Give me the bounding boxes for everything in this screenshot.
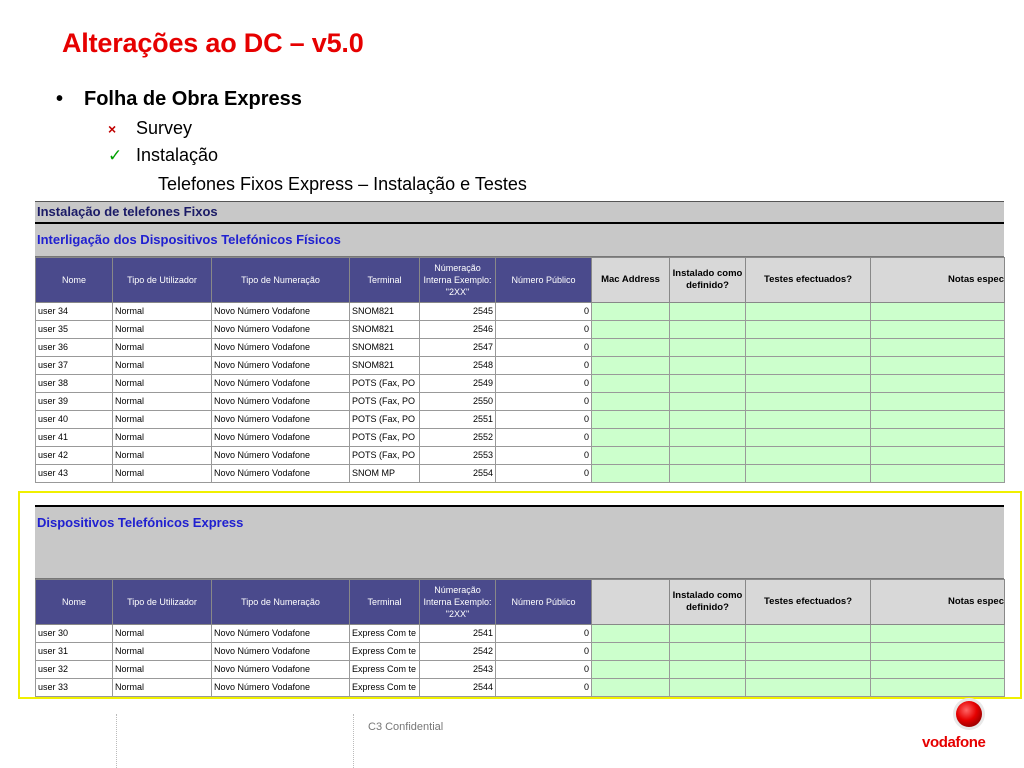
table-row bbox=[36, 447, 1005, 465]
table-row bbox=[36, 625, 1005, 643]
table-cell[interactable]: 0 bbox=[496, 357, 592, 375]
table-cell[interactable]: SNOM MP bbox=[350, 465, 420, 483]
table-cell[interactable] bbox=[746, 643, 871, 661]
table-row bbox=[36, 393, 1005, 411]
col-header: Notas espec bbox=[871, 258, 1005, 303]
spreadsheet-fixed-phones bbox=[35, 201, 1004, 483]
table-cell[interactable]: 2547 bbox=[420, 339, 496, 357]
table-cell[interactable] bbox=[746, 411, 871, 429]
table-cell[interactable] bbox=[592, 339, 670, 357]
table-cell[interactable] bbox=[871, 303, 1005, 321]
table-cell[interactable] bbox=[871, 375, 1005, 393]
table-cell[interactable] bbox=[670, 375, 746, 393]
table-cell[interactable]: 0 bbox=[496, 447, 592, 465]
table-cell[interactable]: POTS (Fax, PO bbox=[350, 393, 420, 411]
table-cell[interactable] bbox=[746, 625, 871, 643]
col-header: Tipo de Numeração bbox=[212, 580, 350, 625]
table-cell[interactable]: Novo Número Vodafone bbox=[212, 393, 350, 411]
table-cell[interactable] bbox=[871, 321, 1005, 339]
table-cell[interactable]: user 30 bbox=[36, 625, 113, 643]
table-cell[interactable] bbox=[746, 429, 871, 447]
table-cell[interactable]: Express Com te bbox=[350, 661, 420, 679]
table-cell[interactable]: Express Com te bbox=[350, 679, 420, 697]
table-cell[interactable]: Novo Número Vodafone bbox=[212, 661, 350, 679]
table-row bbox=[36, 465, 1005, 483]
table-cell[interactable] bbox=[592, 679, 670, 697]
sheet-subtitle: Interligação dos Dispositivos Telefónicos Físicos bbox=[35, 224, 1004, 257]
col-header: Tipo de Utilizador bbox=[113, 258, 212, 303]
table-cell[interactable] bbox=[670, 303, 746, 321]
table-cell[interactable]: 2548 bbox=[420, 357, 496, 375]
table-cell[interactable]: Normal bbox=[113, 357, 212, 375]
table-cell[interactable] bbox=[871, 393, 1005, 411]
table-cell[interactable] bbox=[670, 357, 746, 375]
sub-item-label: Survey bbox=[136, 118, 193, 138]
table-row bbox=[36, 357, 1005, 375]
col-header: Númeração Interna Exemplo: "2XX" bbox=[420, 258, 496, 303]
table-cell[interactable]: 2552 bbox=[420, 429, 496, 447]
table-cell[interactable]: 2550 bbox=[420, 393, 496, 411]
table-cell[interactable] bbox=[592, 357, 670, 375]
table-cell[interactable]: 2549 bbox=[420, 375, 496, 393]
table-cell[interactable] bbox=[592, 447, 670, 465]
bullet-dot: • bbox=[56, 88, 64, 110]
table-cell[interactable]: SNOM821 bbox=[350, 339, 420, 357]
table-cell[interactable]: Normal bbox=[113, 643, 212, 661]
table-cell[interactable]: 2554 bbox=[420, 465, 496, 483]
table-cell[interactable] bbox=[592, 411, 670, 429]
table-cell[interactable]: 0 bbox=[496, 679, 592, 697]
table-cell[interactable]: user 34 bbox=[36, 303, 113, 321]
table-cell[interactable] bbox=[592, 661, 670, 679]
table-cell[interactable]: Novo Número Vodafone bbox=[212, 375, 350, 393]
table-cell[interactable] bbox=[670, 643, 746, 661]
table-cell[interactable]: 2541 bbox=[420, 625, 496, 643]
table-cell[interactable] bbox=[592, 643, 670, 661]
table-cell[interactable]: 0 bbox=[496, 465, 592, 483]
table-cell[interactable] bbox=[746, 465, 871, 483]
table-cell[interactable]: Novo Número Vodafone bbox=[212, 625, 350, 643]
table-header-row bbox=[36, 258, 1005, 303]
table-cell[interactable] bbox=[670, 447, 746, 465]
table-cell[interactable] bbox=[871, 339, 1005, 357]
table-cell[interactable]: Normal bbox=[113, 679, 212, 697]
table-cell[interactable]: user 41 bbox=[36, 429, 113, 447]
table-cell[interactable]: Novo Número Vodafone bbox=[212, 465, 350, 483]
table-cell[interactable]: Novo Número Vodafone bbox=[212, 429, 350, 447]
col-header: Mac Address bbox=[592, 258, 670, 303]
express-devices-table bbox=[35, 579, 1005, 697]
table-cell[interactable]: user 35 bbox=[36, 321, 113, 339]
table-cell[interactable] bbox=[871, 661, 1005, 679]
table-cell[interactable]: 2546 bbox=[420, 321, 496, 339]
table-row bbox=[36, 643, 1005, 661]
table-cell[interactable]: POTS (Fax, PO bbox=[350, 375, 420, 393]
table-cell[interactable]: 0 bbox=[496, 643, 592, 661]
table-cell[interactable] bbox=[670, 429, 746, 447]
table-cell[interactable] bbox=[746, 393, 871, 411]
col-header bbox=[592, 580, 670, 625]
table-row bbox=[36, 321, 1005, 339]
table-cell[interactable] bbox=[592, 303, 670, 321]
table-cell[interactable]: Novo Número Vodafone bbox=[212, 357, 350, 375]
table-cell[interactable] bbox=[746, 661, 871, 679]
slide-title: Alterações ao DC – v5.0 bbox=[62, 28, 364, 58]
footer-confidential: C3 Confidential bbox=[368, 721, 444, 733]
table-cell[interactable] bbox=[670, 465, 746, 483]
table-cell[interactable]: 0 bbox=[496, 303, 592, 321]
table-cell[interactable]: user 31 bbox=[36, 643, 113, 661]
table-cell[interactable] bbox=[746, 303, 871, 321]
table-cell[interactable]: POTS (Fax, PO bbox=[350, 429, 420, 447]
table-cell[interactable]: POTS (Fax, PO bbox=[350, 411, 420, 429]
main-bullet-label: Folha de Obra Express bbox=[84, 88, 302, 110]
col-header: Número Público bbox=[496, 580, 592, 625]
table-cell[interactable] bbox=[746, 375, 871, 393]
devices-table bbox=[35, 257, 1005, 483]
table-cell[interactable]: 2553 bbox=[420, 447, 496, 465]
col-header: Instalado como definido? bbox=[670, 258, 746, 303]
table-cell[interactable]: 0 bbox=[496, 411, 592, 429]
sub-item-survey bbox=[108, 118, 192, 139]
table-cell[interactable]: Normal bbox=[113, 411, 212, 429]
table-cell[interactable] bbox=[592, 375, 670, 393]
table-cell[interactable] bbox=[746, 321, 871, 339]
table-cell[interactable] bbox=[746, 339, 871, 357]
table-row bbox=[36, 411, 1005, 429]
vodafone-wordmark: vodafone bbox=[922, 734, 986, 751]
table-row bbox=[36, 375, 1005, 393]
table-cell[interactable] bbox=[592, 429, 670, 447]
table-cell[interactable] bbox=[670, 339, 746, 357]
sheet-title: Instalação de telefones Fixos bbox=[35, 201, 1004, 224]
spreadsheet-express-devices bbox=[35, 505, 1004, 697]
sub-item-label: Instalação bbox=[136, 145, 219, 165]
check-icon: ✓ bbox=[108, 145, 123, 165]
table-cell[interactable]: 0 bbox=[496, 661, 592, 679]
table-cell[interactable]: Normal bbox=[113, 339, 212, 357]
table-cell[interactable]: Novo Número Vodafone bbox=[212, 679, 350, 697]
col-header: Tipo de Utilizador bbox=[113, 580, 212, 625]
table-cell[interactable]: Novo Número Vodafone bbox=[212, 303, 350, 321]
table-cell[interactable]: 2544 bbox=[420, 679, 496, 697]
table-cell[interactable]: Normal bbox=[113, 393, 212, 411]
table-cell[interactable]: SNOM821 bbox=[350, 357, 420, 375]
sheet-subtitle: Dispositivos Telefónicos Express bbox=[35, 505, 1004, 579]
col-header: Tipo de Numeração bbox=[212, 258, 350, 303]
table-cell[interactable]: Novo Número Vodafone bbox=[212, 339, 350, 357]
table-cell[interactable]: Normal bbox=[113, 375, 212, 393]
table-row bbox=[36, 303, 1005, 321]
table-cell[interactable]: Novo Número Vodafone bbox=[212, 411, 350, 429]
table-cell[interactable] bbox=[746, 447, 871, 465]
table-cell[interactable]: SNOM821 bbox=[350, 321, 420, 339]
table-cell[interactable]: Normal bbox=[113, 303, 212, 321]
table-cell[interactable]: Express Com te bbox=[350, 643, 420, 661]
table-cell[interactable]: 0 bbox=[496, 375, 592, 393]
col-header: Terminal bbox=[350, 580, 420, 625]
table-cell[interactable]: Novo Número Vodafone bbox=[212, 321, 350, 339]
table-cell[interactable] bbox=[871, 643, 1005, 661]
footer-divider bbox=[116, 714, 117, 768]
table-cell[interactable] bbox=[670, 679, 746, 697]
table-cell[interactable] bbox=[670, 393, 746, 411]
table-cell[interactable]: 2543 bbox=[420, 661, 496, 679]
table-row bbox=[36, 429, 1005, 447]
col-header: Númeração Interna Exemplo: "2XX" bbox=[420, 580, 496, 625]
table-cell[interactable] bbox=[670, 321, 746, 339]
table-cell[interactable]: Normal bbox=[113, 321, 212, 339]
col-header: Testes efectuados? bbox=[746, 258, 871, 303]
table-cell[interactable]: 2551 bbox=[420, 411, 496, 429]
table-cell[interactable]: 2545 bbox=[420, 303, 496, 321]
table-cell[interactable]: Normal bbox=[113, 465, 212, 483]
table-cell[interactable]: 0 bbox=[496, 321, 592, 339]
table-cell[interactable]: user 33 bbox=[36, 679, 113, 697]
table-cell[interactable]: user 37 bbox=[36, 357, 113, 375]
table-cell[interactable]: 0 bbox=[496, 339, 592, 357]
table-row bbox=[36, 679, 1005, 697]
table-row bbox=[36, 661, 1005, 679]
table-cell[interactable] bbox=[871, 465, 1005, 483]
table-cell[interactable] bbox=[670, 411, 746, 429]
col-header: Número Público bbox=[496, 258, 592, 303]
col-header: Instalado como definido? bbox=[670, 580, 746, 625]
table-cell[interactable] bbox=[871, 429, 1005, 447]
table-cell[interactable]: user 38 bbox=[36, 375, 113, 393]
sub-item-instalacao bbox=[108, 145, 218, 166]
table-cell[interactable]: 0 bbox=[496, 429, 592, 447]
table-cell[interactable]: 0 bbox=[496, 393, 592, 411]
table-cell[interactable]: user 32 bbox=[36, 661, 113, 679]
cross-icon: × bbox=[108, 120, 117, 137]
footer-divider bbox=[353, 714, 354, 768]
table-cell[interactable]: Normal bbox=[113, 625, 212, 643]
col-header: Nome bbox=[36, 258, 113, 303]
table-cell[interactable]: user 39 bbox=[36, 393, 113, 411]
table-cell[interactable] bbox=[871, 625, 1005, 643]
table-cell[interactable]: Normal bbox=[113, 447, 212, 465]
table-cell[interactable]: Novo Número Vodafone bbox=[212, 643, 350, 661]
col-header: Testes efectuados? bbox=[746, 580, 871, 625]
table-row bbox=[36, 339, 1005, 357]
col-header: Notas espec bbox=[871, 580, 1005, 625]
table-cell[interactable] bbox=[871, 447, 1005, 465]
table-cell[interactable]: Novo Número Vodafone bbox=[212, 447, 350, 465]
table-cell[interactable] bbox=[871, 411, 1005, 429]
table-cell[interactable]: user 40 bbox=[36, 411, 113, 429]
table-cell[interactable] bbox=[592, 625, 670, 643]
table-cell[interactable]: 0 bbox=[496, 625, 592, 643]
table-cell[interactable] bbox=[592, 321, 670, 339]
table-cell[interactable] bbox=[670, 625, 746, 643]
table-cell[interactable] bbox=[746, 357, 871, 375]
table-cell[interactable]: user 43 bbox=[36, 465, 113, 483]
table-cell[interactable] bbox=[592, 465, 670, 483]
table-header-row bbox=[36, 580, 1005, 625]
table-cell[interactable]: Express Com te bbox=[350, 625, 420, 643]
col-header: Nome bbox=[36, 580, 113, 625]
table-cell[interactable]: 2542 bbox=[420, 643, 496, 661]
table-cell[interactable]: user 36 bbox=[36, 339, 113, 357]
table-cell[interactable]: POTS (Fax, PO bbox=[350, 447, 420, 465]
table-cell[interactable] bbox=[746, 679, 871, 697]
main-bullet bbox=[56, 88, 302, 111]
table-cell[interactable]: user 42 bbox=[36, 447, 113, 465]
col-header: Terminal bbox=[350, 258, 420, 303]
table-cell[interactable] bbox=[670, 661, 746, 679]
table-cell[interactable]: Normal bbox=[113, 661, 212, 679]
table-cell[interactable]: Normal bbox=[113, 429, 212, 447]
sub-sub-item: Telefones Fixos Express – Instalação e Testes bbox=[158, 174, 527, 194]
table-cell[interactable]: SNOM821 bbox=[350, 303, 420, 321]
table-cell[interactable] bbox=[871, 357, 1005, 375]
table-cell[interactable] bbox=[592, 393, 670, 411]
